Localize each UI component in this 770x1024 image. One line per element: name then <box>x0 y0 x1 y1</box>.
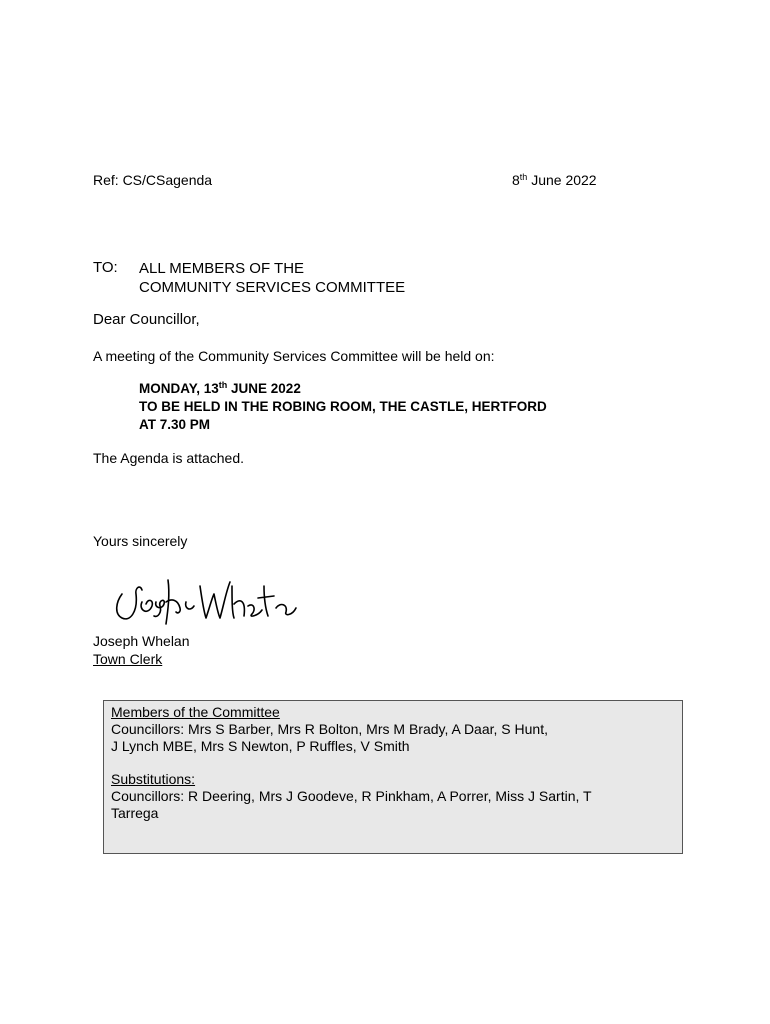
substitutions-heading: Substitutions: <box>111 771 196 787</box>
committee-members-box <box>103 700 683 854</box>
members-line-2: J Lynch MBE, Mrs S Newton, P Ruffles, V Smith <box>111 738 410 754</box>
members-line-1: Councillors: Mrs S Barber, Mrs R Bolton, Mrs M Brady, A Daar, S Hunt, <box>111 721 548 737</box>
attachment-note: The Agenda is attached. <box>93 450 244 466</box>
intro-text: A meeting of the Community Services Committee will be held on: <box>93 348 495 364</box>
signatory-role: Town Clerk <box>93 651 163 667</box>
recipient-line-2: COMMUNITY SERVICES COMMITTEE <box>139 279 406 296</box>
signature-image <box>108 572 298 632</box>
meeting-day-prefix: MONDAY, 13 <box>139 381 219 396</box>
substitutions-line-1: Councillors: R Deering, Mrs J Goodeve, R Pinkham, A Porrer, Miss J Sartin, T <box>111 788 592 804</box>
greeting: Dear Councillor, <box>93 311 200 328</box>
meeting-details <box>139 380 547 434</box>
date-day: 8 <box>512 172 520 188</box>
signatory-name: Joseph Whelan <box>93 633 190 649</box>
meeting-location: TO BE HELD IN THE ROBING ROOM, THE CASTLE, HERTFORD <box>139 399 547 414</box>
meeting-day-suffix: th <box>218 380 228 390</box>
date-rest: June 2022 <box>527 172 597 188</box>
meeting-date <box>139 380 547 398</box>
substitutions-line-2: Tarrega <box>111 805 159 821</box>
closing: Yours sincerely <box>93 533 188 549</box>
meeting-day-rest: JUNE 2022 <box>227 381 301 396</box>
recipient-block <box>139 259 405 297</box>
spacer <box>111 755 682 771</box>
date-suffix: th <box>519 172 528 182</box>
letter-date <box>512 172 597 188</box>
recipient-line-1: ALL MEMBERS OF THE <box>139 260 305 277</box>
meeting-time: AT 7.30 PM <box>139 417 211 432</box>
reference: Ref: CS/CSagenda <box>93 172 213 188</box>
recipient-label: TO: <box>93 259 118 276</box>
members-heading: Members of the Committee <box>111 704 280 720</box>
